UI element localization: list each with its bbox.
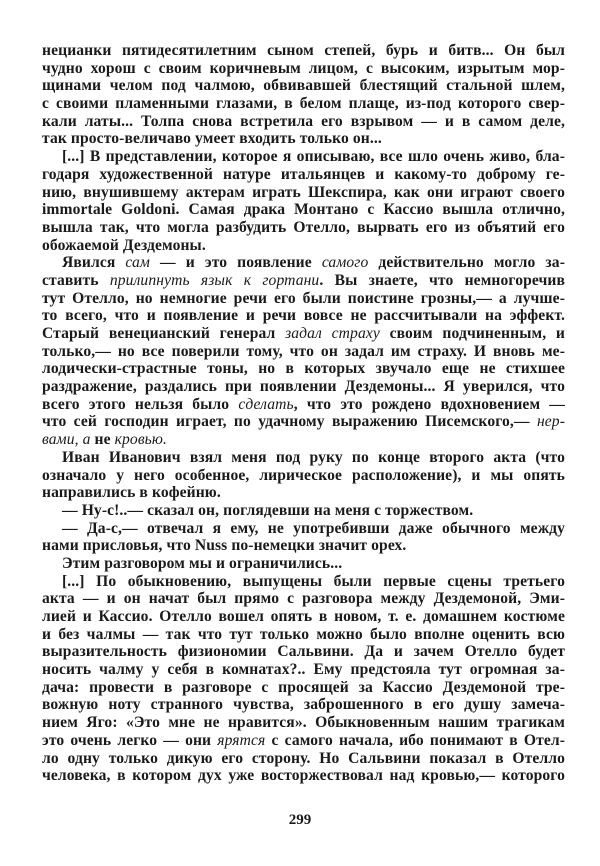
text-segment: направились в кофейню. [42,484,221,502]
text-segment: нием Яго: «Это мне не нравится». Обыкновенным нашим трагикам [42,714,565,732]
text-segment: ло одну только дикую его сторону. Но Сальвини показал в Отелло [42,749,565,767]
text-line [42,732,565,750]
text-segment: , что это рождено вдохновением — [293,395,565,413]
text-segment: не [90,431,115,449]
text-segment: нами присловья, что Nuss по-немецки значит орех. [42,537,407,555]
text-line [42,201,565,219]
text-line [42,290,565,308]
text-segment: — Ну-с!..— сказал он, поглядевши на меня с торжеством. [62,501,474,519]
text-segment: акта — и он начат был прямо с разговора между Дездемоной, Эми- [42,590,565,608]
text-segment: годаря художественной натуре итальянцев и какому-то доброму ге- [42,165,565,183]
text-line [42,413,565,431]
text-segment: означало у него особенное, лирическое расположение), и мы опять [42,466,565,484]
text-line [42,77,565,95]
text-line [42,750,565,768]
text-line [42,449,565,467]
text-segment: вышла так, что могла разбудить Отелло, вырвать его из объятий его [42,218,565,236]
text-line [42,431,565,449]
text-segment: так просто-величаво умеет входить только он... [42,130,382,148]
text-segment: что сей господин играет, по удачному выражению Писемского,— [42,413,537,431]
text-line [42,254,565,272]
text-segment: вожную ноту странного чувства, заброшенного в его душу замеча- [42,696,565,714]
text-segment: действительно могло за- [368,254,565,272]
page-body-text [42,42,565,785]
text-segment: только,— но все поверили тому, что он задал им страху. И вновь ме- [42,342,565,360]
text-line [42,643,565,661]
text-line [42,307,565,325]
text-line [42,272,565,290]
italic-text: сделать [238,395,294,413]
text-line [42,714,565,732]
text-line [42,166,565,184]
text-line [42,679,565,697]
text-line [42,219,565,237]
text-segment: обожаемой Дездемоны. [42,236,206,254]
text-line [42,148,565,166]
text-segment: кали латы... Толпа снова встретила его взрывом — и в самом деле, [42,112,565,130]
text-segment: своим подчиненным, и [379,325,565,342]
text-line [42,237,565,255]
text-segment: ставить [42,271,110,289]
italic-text: самого [321,254,369,272]
italic-text: ярятся [217,731,266,749]
text-segment: всего этого нельзя было [42,395,239,413]
text-segment: носить чалму у себя в комнатах?.. Ему предстояла тут огромная за- [42,661,565,679]
text-segment: щинами челом под чалмою, обвивавшей блестящий стальной шлем, [42,77,565,95]
text-segment: нецианки пятидесятилетним сыном степей, бурь и битв... Он был [42,42,565,59]
text-line [42,60,565,78]
italic-text: кровью. [114,431,167,449]
text-line [42,42,565,60]
text-line [42,343,565,361]
italic-text: задал страху [285,325,380,342]
text-line [42,661,565,679]
text-segment: с самого начала, ибо понимают в Отел- [265,731,565,749]
text-line [42,113,565,131]
text-line [42,325,565,343]
text-line [42,467,565,485]
text-line [42,608,565,626]
text-line [42,573,565,591]
italic-text: нер- [536,413,565,431]
text-line [42,520,565,538]
text-line [42,378,565,396]
text-segment: . Вы знаете, что немногоречив [319,271,565,289]
text-segment: лией и Кассио. Отелло вошел опять в новом, т. е. домашнем костюме [42,608,565,625]
text-line [42,396,565,414]
text-line [42,590,565,608]
italic-text: прилипнуть язык к гортани [109,271,320,289]
page-number: 299 [288,812,312,828]
text-segment: Этим разговором мы и ограничились... [62,554,343,572]
text-segment: [...] В представлении, которое я описываю, все шло очень живо, бла- [62,148,565,166]
text-segment: и без чалмы — так что тут только можно было вполне оценить всю [42,625,565,643]
text-segment: то всего, что и появление и речи вовсе не рассчитывали на эффект. [42,307,565,325]
text-line [42,767,565,785]
text-segment: раздражение, раздались при появлении Дездемоны... Я уверился, что [42,378,565,396]
text-line [42,184,565,202]
text-segment: тут Отелло, но немногие речи его были поистине грозны,— а лучше- [42,289,565,307]
text-segment: человека, в котором дух уже восторжествовал над кровью,— которого [42,767,565,785]
italic-text: вами, а [42,431,91,449]
text-segment: нию, внушившему актерам играть Шекспира, как они играют своего [42,183,565,201]
text-segment: immortale Goldoni. Самая драка Монтано с Кассио вышла отлично, [42,201,565,219]
text-segment: [...] По обыкновению, выпущены были первые сцены третьего [62,572,565,590]
text-segment: лодически-страстные тоны, но в которых звучало еще не стихшее [42,360,565,378]
text-line [42,696,565,714]
text-line [42,360,565,378]
text-segment: Старый венецианский генерал [42,325,286,342]
text-segment: — Да-с,— отвечал я ему, не употребивши даже обычного между [62,519,565,537]
text-segment: Иван Иванович взял меня под руку по конце второго акта (что [62,448,565,466]
text-segment: — и это появление [149,254,322,272]
text-line [42,555,565,573]
text-segment: выразительность физиономии Сальвини. Да и зачем Отелло будет [42,643,565,661]
text-line [42,537,565,555]
text-line [42,95,565,113]
text-line [42,484,565,502]
text-segment: дача: провести в разговоре с просящей за Кассио Дездемоной тре- [42,678,565,696]
text-segment: чудно хорош с своим коричневым лицом, с высоким, изрытым мор- [42,59,565,77]
text-line [42,502,565,520]
italic-text: сам [125,254,150,272]
text-segment: это очень легко — они [42,731,218,749]
text-segment: с своими пламенными глазами, в белом плаще, из-под которого свер- [42,95,565,113]
text-line [42,130,565,148]
text-line [42,626,565,644]
text-segment: Явился [62,254,126,272]
